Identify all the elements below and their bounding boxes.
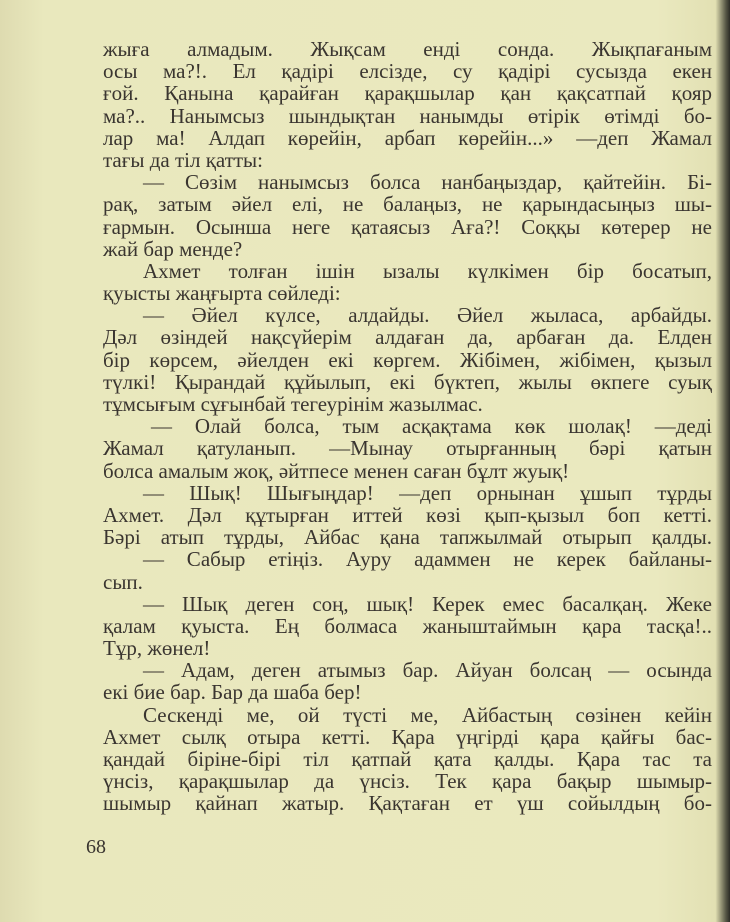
text-line: үнсіз, қарақшылар да үнсіз. Тек қара бақыр шымыр- <box>103 769 712 794</box>
text-line: — Сөзім нанымсыз болса нанбаңыздар, қайтейін. Бі- <box>143 170 712 195</box>
text-line: Жамал қатуланып. —Мынау отырғанның бәрі қатын <box>103 436 712 461</box>
text-line: жыға алмадым. Жықсам енді сонда. Жықпағаным <box>103 37 712 61</box>
text-line: — Олай болса, тым асқақтама көк шолақ! —деді <box>151 414 712 439</box>
text-line: — Адам, деген атымыз бар. Айуан болсаң — осында <box>143 658 712 683</box>
text-line: тұмсығым сұғынбай тегеурінім жазылмас. <box>103 392 483 416</box>
text-line: тағы да тіл қатты: <box>103 147 264 172</box>
text-line: болса амалым жоқ, әйтпесе менен саған бұлт жуық! <box>103 458 570 483</box>
text-line: Дәл өзіндей нақсүйерім алдаған да, арбаған да. Елден <box>103 325 712 350</box>
text-line: ғармын. Осынша неге қатаясыз Аға?! Соққы көтерер не <box>103 214 712 239</box>
text-line: ма?.. Нанымсыз шындықтан нанымды өтірік өтімді бо- <box>103 103 712 128</box>
text-line: қалам қуыста. Ең болмаса жаныштаймын қара тасқа!.. <box>103 613 712 638</box>
text-line: жай бар менде? <box>103 236 243 261</box>
text-line: Сескенді ме, ой түсті ме, Айбастың сөзінен кейін <box>143 702 712 727</box>
text-line: — Шық деген соң, шық! Керек емес басалқаң. Жеке <box>143 591 712 616</box>
text-line: Ахмет толған ішін ызалы күлкімен бір босатып, <box>143 258 712 283</box>
text-line: лар ма! Алдап көрейін, арбап көрейін...» —деп Жамал <box>103 125 712 150</box>
body-text <box>103 38 712 815</box>
text-line: қуысты жаңғырта сөйледі: <box>103 281 341 306</box>
text-line: — Шық! Шығыңдар! —деп орнынан ұшып тұрды <box>143 480 712 505</box>
text-line: түлкі! Қырандай құйылып, екі бүктеп, жылы өкпеге суық <box>103 369 712 394</box>
text-line: — Әйел күлсе, алдайды. Әйел жыласа, арбайды. <box>143 303 712 328</box>
text-line: екі бие бар. Бар да шаба бер! <box>103 680 362 705</box>
text-line: рақ, затым әйел елі, не балаңыз, не қарындасыңыз шы- <box>103 192 712 217</box>
text-line: шымыр қайнап жатыр. Қақтаған ет үш сойылдың бо- <box>103 791 712 816</box>
text-line: Ахмет сылқ отыра кетті. Қара үңгірді қара қайғы бас- <box>103 724 712 749</box>
text-line: Тұр, жөнел! <box>103 636 211 661</box>
page-number: 68 <box>86 836 106 858</box>
text-line: Ахмет. Дәл құтырған иттей көзі қып-қызыл боп кетті. <box>103 502 712 527</box>
text-line: осы ма?!. Ел қадірі елсізде, су қадірі сусызда екен <box>103 59 712 84</box>
text-line: бір көрсем, әйелден екі көргем. Жібімен, жібімен, қызыл <box>103 347 712 372</box>
text-line: — Сабыр етіңіз. Ауру адаммен не керек байланы- <box>143 547 712 572</box>
text-line: ғой. Қанына қарайған қарақшылар қан қақсатпай қояр <box>103 81 712 106</box>
text-line: қандай біріне-бірі тіл қатпай қата қалды. Қара тас та <box>103 747 712 771</box>
text-line: сып. <box>103 569 143 594</box>
text-line: Бәрі атып тұрды, Айбас қана тапжылмай отырып қалды. <box>103 525 712 550</box>
